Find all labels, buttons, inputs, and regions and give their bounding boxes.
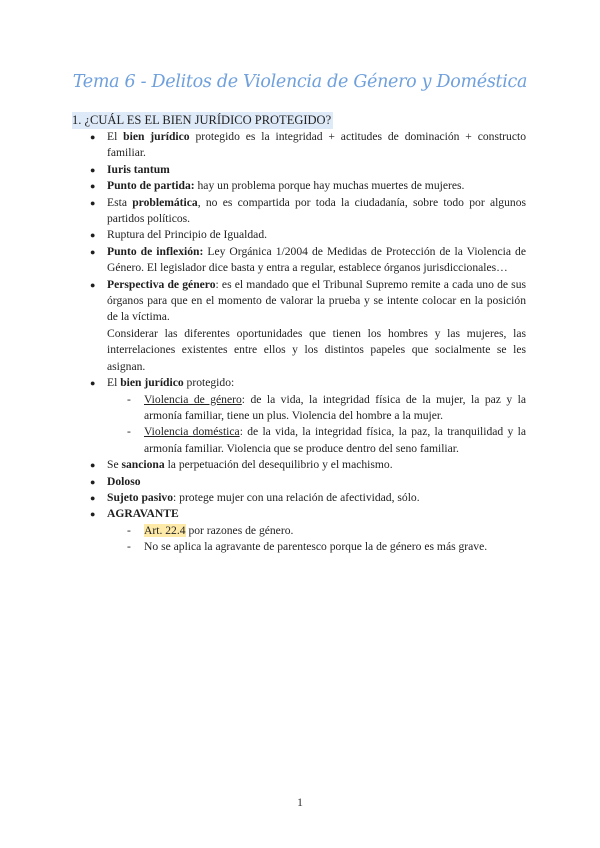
sub-list-item: - Violencia doméstica: de la vida, la integridad física, la paz, la tranquilidad y la armonía familiar. Violencia que se produce dentro del seno familiar. [127, 425, 527, 455]
bullet-icon: ● [90, 378, 96, 389]
bullet-icon: ● [90, 509, 96, 520]
list-item: ● Ruptura del Principio de Igualdad. [88, 227, 526, 243]
list-item: ● Sujeto pasivo: protege mujer con una relación de afectividad, sólo. [88, 490, 526, 506]
sub-list-item: - Art. 22.4 por razones de género. [107, 523, 526, 539]
dash-icon: - [127, 392, 131, 406]
sub-list [107, 523, 526, 556]
list-item: ● Iuris tantum [88, 162, 526, 178]
list-item: ● El bien jurídico protegido: - Violencia de género: de la vida, la integridad física de la mujer, la paz y la armonía familiar, tiene un plus. Violencia del hombre a la mujer. - Violencia doméstica: de la vida, la integridad física, la paz, la tranquilidad y la armonía familiar. Violencia que se produce dentro del seno familiar. [88, 375, 526, 457]
bullet-icon: ● [90, 132, 96, 142]
dash-icon: - [127, 523, 131, 537]
list-item: ● Esta problemática, no es compartida por toda la ciudadanía, sobre todo por algunos partidos políticos. [90, 195, 527, 226]
sub-list-item: - Violencia de género: de la vida, la integridad física de la mujer, la paz y la armonía familiar, tiene un plus. Violencia del hombre a la mujer. [127, 392, 527, 422]
highlighted-article: Art. 22.4 [144, 523, 186, 537]
sub-list [107, 392, 526, 458]
list-item: ● Punto de partida: hay un problema porque hay muchas muertes de mujeres. [88, 178, 526, 194]
bullet-icon: ● [90, 279, 96, 290]
list-item: ● El bien jurídico protegido es la integridad + actitudes de dominación + constructo familiar. [90, 130, 526, 160]
bullet-icon: ● [90, 492, 96, 503]
list-item: ● Se sanciona la perpetuación del desequilibrio y el machismo. [88, 457, 526, 473]
list-item: ● Punto de inflexión: Ley Orgánica 1/2004 de Medidas de Protección de la Violencia de Género. El legislador dice basta y entra a regular, establece órganos jurisdiccionales… [90, 244, 527, 275]
dash-icon: - [127, 540, 131, 554]
bullet-icon: ● [90, 164, 96, 175]
page-number: 1 [297, 795, 303, 809]
bullet-icon: ● [90, 230, 96, 241]
list-item: ● AGRAVANTE - Art. 22.4 por razones de género. - No se aplica la agravante de parentesco porque la de género es más grave. [88, 506, 526, 555]
list-item: ● Doloso [88, 474, 526, 490]
bullet-icon: ● [90, 460, 96, 471]
bullet-icon: ● [90, 476, 96, 487]
bullet-icon: ● [90, 246, 96, 257]
sub-list-item: - No se aplica la agravante de parentesco porque la de género es más grave. [107, 539, 526, 555]
bullet-icon: ● [90, 197, 96, 208]
list-item: ● Perspectiva de género: es el mandado que el Tribunal Supremo remite a cada uno de sus órganos para que en el momento de valorar la prueba y se intente colocar en la posición de la víctima. Considerar las diferentes oportunidades que tienen los hombres y las mujeres, las interrelaciones existentes entre ellos y los distintos papeles que socialmente se les asignan. [90, 277, 527, 373]
dash-icon: - [127, 425, 131, 439]
section-heading: 1. ¿CUÁL ES EL BIEN JURÍDICO PROTEGIDO? [72, 113, 332, 127]
bullet-icon: ● [90, 181, 96, 192]
bullet-list [88, 129, 526, 556]
document-title: Tema 6 - Delitos de Violencia de Género y Doméstica [72, 72, 528, 92]
